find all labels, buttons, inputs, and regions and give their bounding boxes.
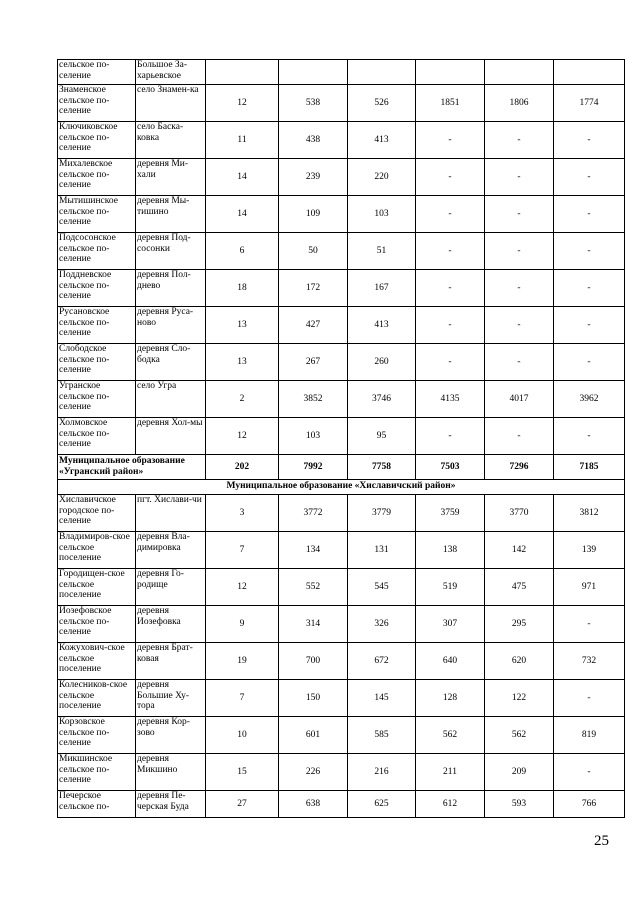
value-cell: 732: [554, 643, 625, 680]
admin-center-cell: деревня Мы-тишино: [136, 196, 206, 233]
table-row: [58, 680, 625, 717]
value-cell: 18: [206, 270, 279, 307]
value-cell: 3746: [348, 381, 416, 418]
total-value-cell: 7185: [554, 455, 625, 480]
total-value-cell: 7296: [485, 455, 554, 480]
settlement-name-cell: Подсосонское сельское по-селение: [58, 233, 136, 270]
settlement-name-cell: Угранское сельское по-селение: [58, 381, 136, 418]
settlement-name-cell: Микшинское сельское по-селение: [58, 754, 136, 791]
value-cell: 27: [206, 791, 279, 818]
value-cell: 138: [416, 532, 485, 569]
table-row: [58, 85, 625, 122]
table-row: [58, 270, 625, 307]
value-cell: 526: [348, 85, 416, 122]
value-cell: 12: [206, 85, 279, 122]
value-cell: 131: [348, 532, 416, 569]
total-value-cell: 202: [206, 455, 279, 480]
value-cell: 545: [348, 569, 416, 606]
table-row: [58, 495, 625, 532]
value-cell: 226: [279, 754, 348, 791]
value-cell: -: [416, 122, 485, 159]
table-row: [58, 344, 625, 381]
table-row: [58, 606, 625, 643]
value-cell: 50: [279, 233, 348, 270]
value-cell: 625: [348, 791, 416, 818]
value-cell: 19: [206, 643, 279, 680]
value-cell: -: [554, 418, 625, 455]
value-cell: -: [554, 344, 625, 381]
value-cell: 3812: [554, 495, 625, 532]
value-cell: 766: [554, 791, 625, 818]
table-row: [58, 643, 625, 680]
value-cell: 12: [206, 569, 279, 606]
value-cell: 307: [416, 606, 485, 643]
admin-center-cell: Большое За-харьевское: [136, 60, 206, 85]
value-cell: -: [416, 196, 485, 233]
settlement-name-cell: Кожухович-ское сельское поселение: [58, 643, 136, 680]
table-row: [58, 60, 625, 85]
value-cell: [348, 60, 416, 85]
population-table: [57, 59, 625, 818]
total-row: [58, 455, 625, 480]
value-cell: [485, 60, 554, 85]
settlement-name-cell: Корзовское сельское по-селение: [58, 717, 136, 754]
table-row: [58, 717, 625, 754]
admin-center-cell: пгт. Хислави-чи: [136, 495, 206, 532]
value-cell: 172: [279, 270, 348, 307]
value-cell: 239: [279, 159, 348, 196]
value-cell: 3770: [485, 495, 554, 532]
value-cell: 971: [554, 569, 625, 606]
value-cell: 562: [485, 717, 554, 754]
value-cell: 640: [416, 643, 485, 680]
value-cell: 15: [206, 754, 279, 791]
value-cell: -: [554, 307, 625, 344]
value-cell: 10: [206, 717, 279, 754]
value-cell: 1774: [554, 85, 625, 122]
value-cell: 3: [206, 495, 279, 532]
value-cell: -: [485, 159, 554, 196]
value-cell: 427: [279, 307, 348, 344]
value-cell: 145: [348, 680, 416, 717]
value-cell: 413: [348, 307, 416, 344]
admin-center-cell: деревня Брат-ковая: [136, 643, 206, 680]
settlement-name-cell: сельское по-селение: [58, 60, 136, 85]
value-cell: 413: [348, 122, 416, 159]
value-cell: 3779: [348, 495, 416, 532]
settlement-name-cell: Мытишинское сельское по-селение: [58, 196, 136, 233]
value-cell: -: [485, 122, 554, 159]
value-cell: 260: [348, 344, 416, 381]
settlement-name-cell: Печерское сельское по-: [58, 791, 136, 818]
settlement-name-cell: Городищен-ское сельское поселение: [58, 569, 136, 606]
admin-center-cell: деревня Руса-ново: [136, 307, 206, 344]
admin-center-cell: село Баска-ковка: [136, 122, 206, 159]
admin-center-cell: деревня Го-родище: [136, 569, 206, 606]
table-row: [58, 532, 625, 569]
value-cell: -: [554, 196, 625, 233]
settlement-name-cell: Михалевское сельское по-селение: [58, 159, 136, 196]
total-value-cell: 7992: [279, 455, 348, 480]
value-cell: 438: [279, 122, 348, 159]
value-cell: -: [554, 754, 625, 791]
value-cell: 4017: [485, 381, 554, 418]
value-cell: 13: [206, 344, 279, 381]
value-cell: 519: [416, 569, 485, 606]
value-cell: [554, 60, 625, 85]
settlement-name-cell: Слободское сельское по-селение: [58, 344, 136, 381]
value-cell: 134: [279, 532, 348, 569]
value-cell: -: [485, 233, 554, 270]
value-cell: 1806: [485, 85, 554, 122]
settlement-name-cell: Холмовское сельское по-селение: [58, 418, 136, 455]
settlement-name-cell: Хиславичское городское по-селение: [58, 495, 136, 532]
value-cell: 142: [485, 532, 554, 569]
settlement-name-cell: Колесников-ское сельское поселение: [58, 680, 136, 717]
settlement-name-cell: Иозефовское сельское по-селение: [58, 606, 136, 643]
value-cell: 593: [485, 791, 554, 818]
admin-center-cell: деревня Кор-зово: [136, 717, 206, 754]
value-cell: 13: [206, 307, 279, 344]
settlement-name-cell: Поддневское сельское по-селение: [58, 270, 136, 307]
value-cell: 167: [348, 270, 416, 307]
table-row: [58, 569, 625, 606]
value-cell: -: [554, 233, 625, 270]
value-cell: -: [554, 270, 625, 307]
value-cell: -: [554, 606, 625, 643]
value-cell: -: [485, 307, 554, 344]
admin-center-cell: деревня Пол-днево: [136, 270, 206, 307]
value-cell: 7: [206, 532, 279, 569]
value-cell: 620: [485, 643, 554, 680]
value-cell: -: [416, 344, 485, 381]
value-cell: -: [485, 270, 554, 307]
value-cell: 314: [279, 606, 348, 643]
settlement-name-cell: Русановское сельское по-селение: [58, 307, 136, 344]
value-cell: 267: [279, 344, 348, 381]
value-cell: 122: [485, 680, 554, 717]
value-cell: 700: [279, 643, 348, 680]
total-value-cell: 7758: [348, 455, 416, 480]
value-cell: 3759: [416, 495, 485, 532]
value-cell: 3772: [279, 495, 348, 532]
admin-center-cell: село Знамен-ка: [136, 85, 206, 122]
value-cell: 585: [348, 717, 416, 754]
value-cell: 1851: [416, 85, 485, 122]
admin-center-cell: деревня Под-сосонки: [136, 233, 206, 270]
admin-center-cell: деревня Большие Ху-тора: [136, 680, 206, 717]
value-cell: 128: [416, 680, 485, 717]
admin-center-cell: деревня Иозефовка: [136, 606, 206, 643]
value-cell: -: [416, 307, 485, 344]
value-cell: 139: [554, 532, 625, 569]
value-cell: 326: [348, 606, 416, 643]
value-cell: 7: [206, 680, 279, 717]
value-cell: -: [416, 418, 485, 455]
table-row: [58, 196, 625, 233]
settlement-name-cell: Знаменское сельское по-селение: [58, 85, 136, 122]
value-cell: 220: [348, 159, 416, 196]
value-cell: 211: [416, 754, 485, 791]
value-cell: 601: [279, 717, 348, 754]
value-cell: 14: [206, 159, 279, 196]
table-row: [58, 791, 625, 818]
value-cell: 9: [206, 606, 279, 643]
value-cell: 2: [206, 381, 279, 418]
settlement-name-cell: Владимиров-ское сельское поселение: [58, 532, 136, 569]
page-number: 25: [594, 833, 609, 849]
table-row: [58, 381, 625, 418]
value-cell: 3852: [279, 381, 348, 418]
table-row: [58, 307, 625, 344]
value-cell: [279, 60, 348, 85]
value-cell: 4135: [416, 381, 485, 418]
value-cell: 638: [279, 791, 348, 818]
admin-center-cell: деревня Ми-хали: [136, 159, 206, 196]
value-cell: 538: [279, 85, 348, 122]
value-cell: 95: [348, 418, 416, 455]
table-row: [58, 233, 625, 270]
value-cell: -: [416, 270, 485, 307]
admin-center-cell: деревня Вла-димировка: [136, 532, 206, 569]
admin-center-cell: деревня Сло-бодка: [136, 344, 206, 381]
value-cell: -: [554, 122, 625, 159]
value-cell: 819: [554, 717, 625, 754]
value-cell: 552: [279, 569, 348, 606]
value-cell: -: [485, 344, 554, 381]
value-cell: 209: [485, 754, 554, 791]
section-title: Муниципальное образование «Хиславичский район»: [58, 480, 625, 495]
value-cell: 109: [279, 196, 348, 233]
table-row: [58, 159, 625, 196]
value-cell: -: [416, 233, 485, 270]
value-cell: 295: [485, 606, 554, 643]
table-row: [58, 418, 625, 455]
value-cell: 103: [348, 196, 416, 233]
value-cell: -: [554, 159, 625, 196]
value-cell: 14: [206, 196, 279, 233]
value-cell: -: [554, 680, 625, 717]
settlement-name-cell: Ключиковское сельское по-селение: [58, 122, 136, 159]
value-cell: 672: [348, 643, 416, 680]
value-cell: 562: [416, 717, 485, 754]
value-cell: -: [485, 418, 554, 455]
table-row: [58, 122, 625, 159]
value-cell: 612: [416, 791, 485, 818]
total-label: Муниципальное образование «Угранский район»: [58, 455, 206, 480]
value-cell: -: [416, 159, 485, 196]
admin-center-cell: деревня Пе-черская Буда: [136, 791, 206, 818]
value-cell: [416, 60, 485, 85]
table-row: [58, 754, 625, 791]
admin-center-cell: деревня Хол-мы: [136, 418, 206, 455]
value-cell: [206, 60, 279, 85]
value-cell: 475: [485, 569, 554, 606]
total-value-cell: 7503: [416, 455, 485, 480]
section-header-row: [58, 480, 625, 495]
value-cell: 3962: [554, 381, 625, 418]
value-cell: 103: [279, 418, 348, 455]
value-cell: 51: [348, 233, 416, 270]
value-cell: 12: [206, 418, 279, 455]
value-cell: 11: [206, 122, 279, 159]
value-cell: 216: [348, 754, 416, 791]
value-cell: 6: [206, 233, 279, 270]
admin-center-cell: село Угра: [136, 381, 206, 418]
admin-center-cell: деревня Микшино: [136, 754, 206, 791]
value-cell: 150: [279, 680, 348, 717]
value-cell: -: [485, 196, 554, 233]
